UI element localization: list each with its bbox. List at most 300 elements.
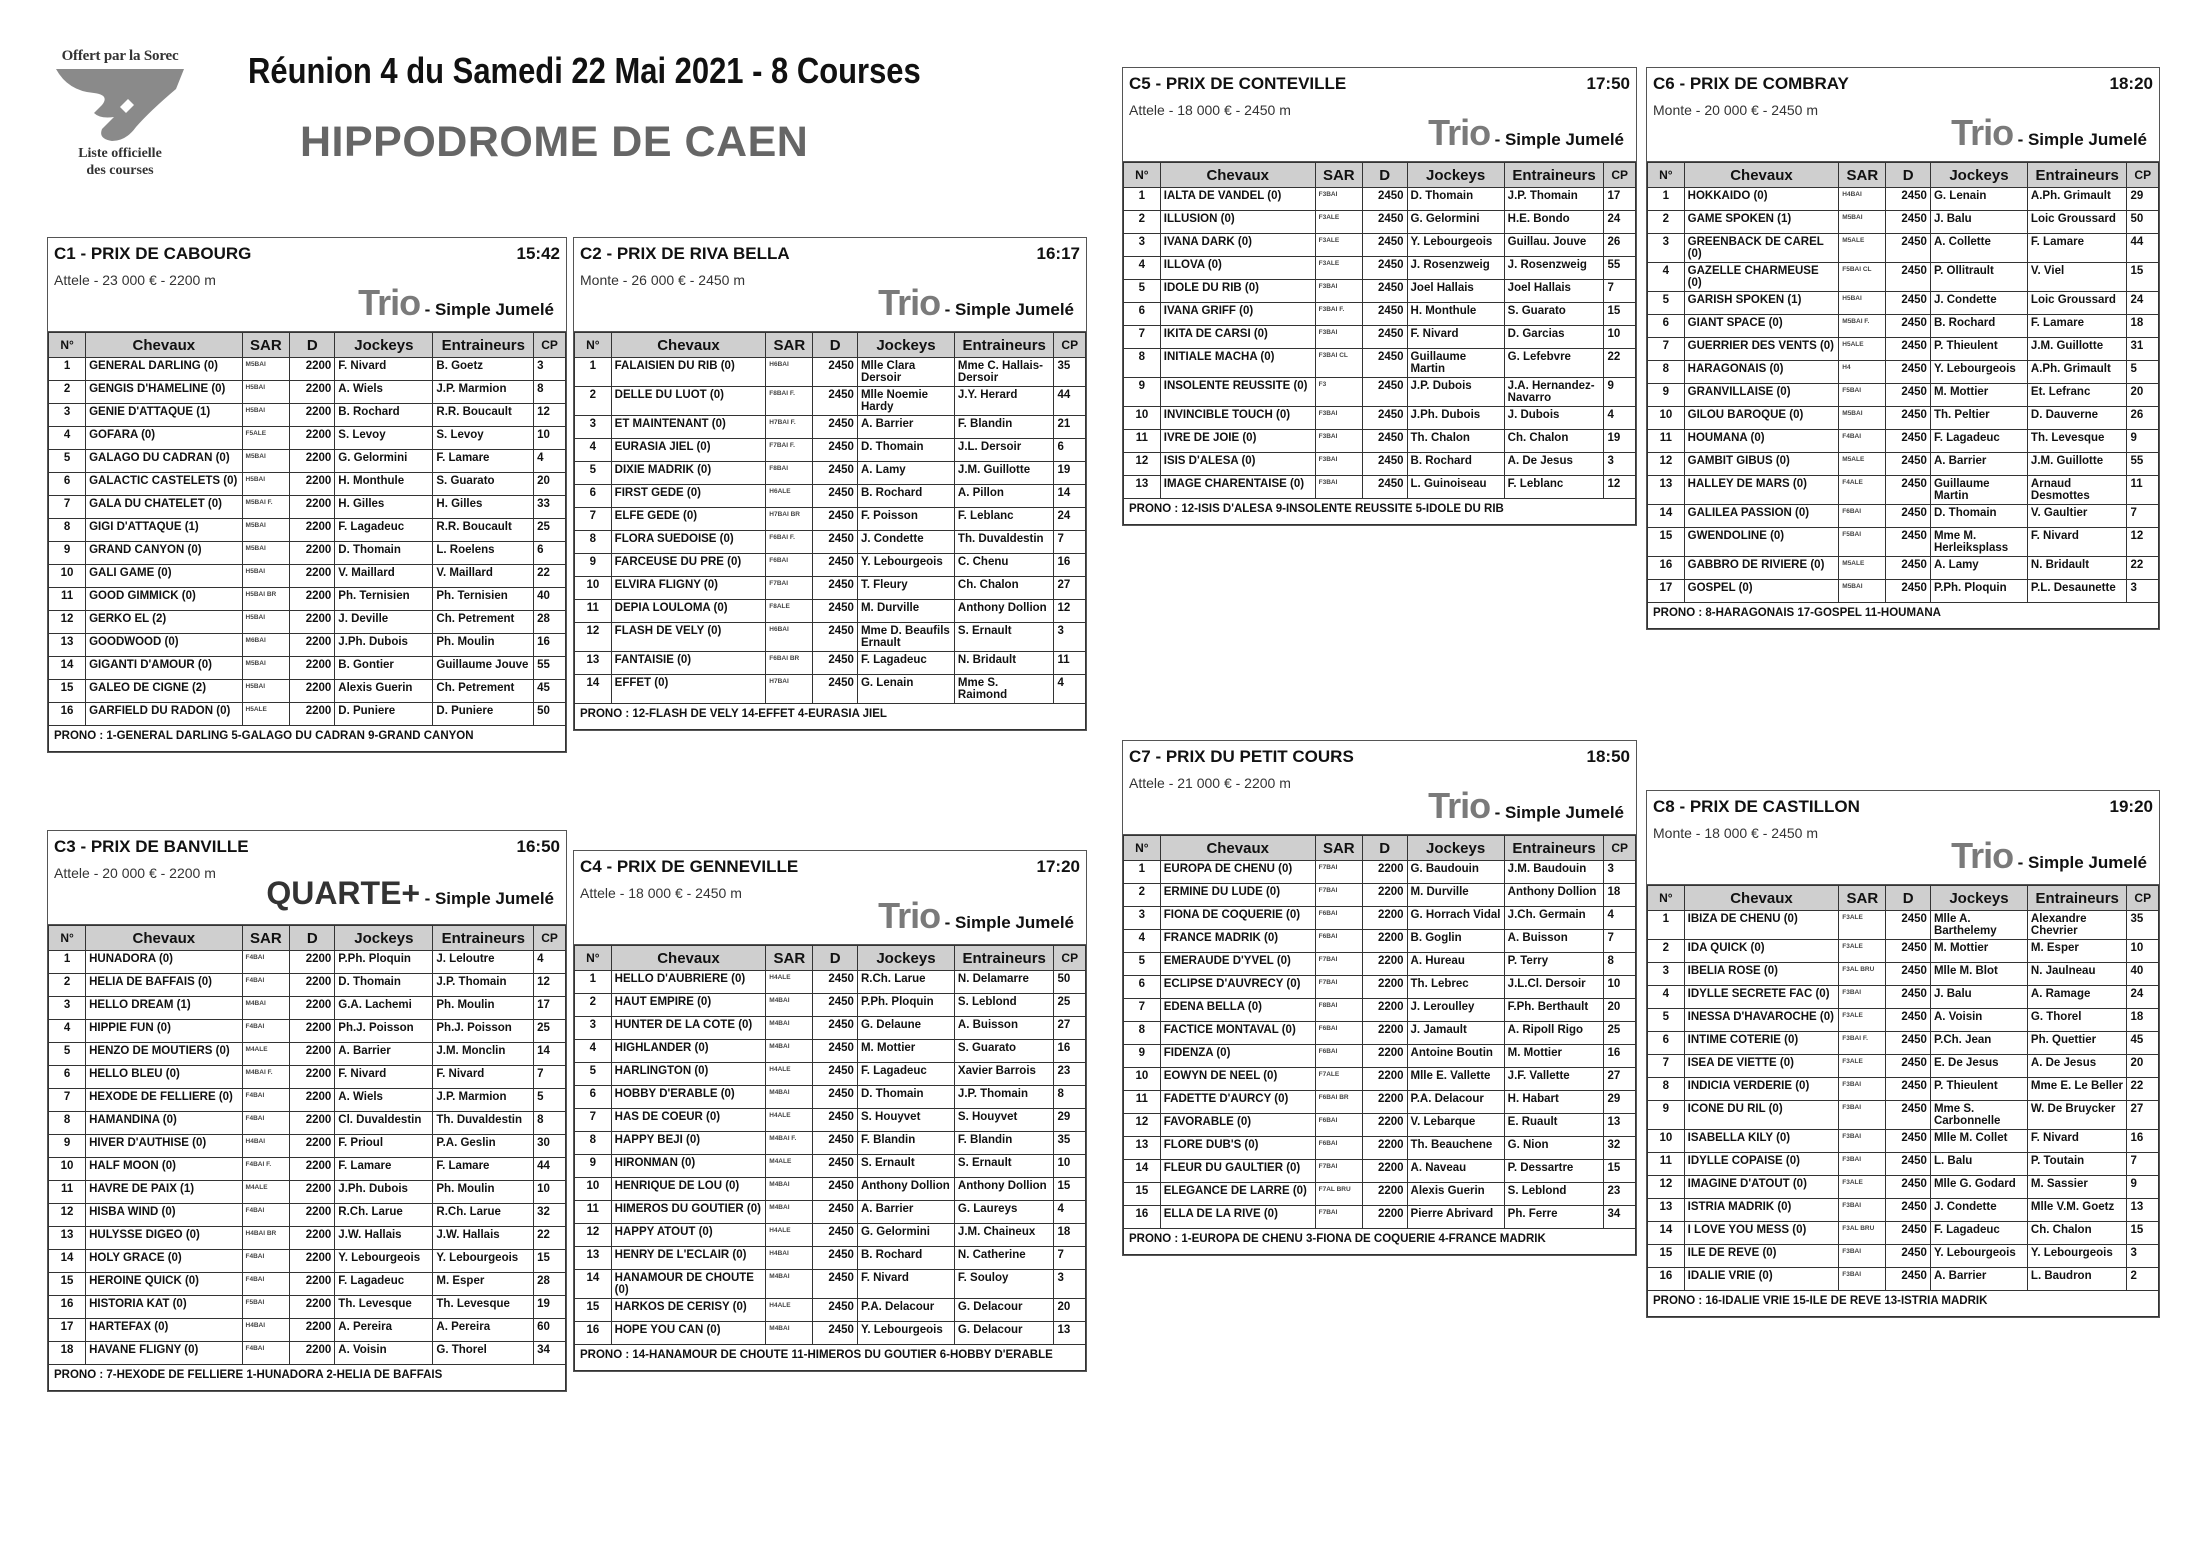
cell-trainer: S. Levoy bbox=[433, 427, 534, 450]
cell-sar: F3ALE bbox=[1315, 211, 1362, 234]
cell-cp: 17 bbox=[534, 997, 566, 1020]
cell-horse: GAZELLE CHARMEUSE (0) bbox=[1684, 263, 1839, 292]
cell-distance: 2200 bbox=[1362, 1045, 1407, 1068]
column-header-cp: CP bbox=[2127, 886, 2159, 911]
cell-distance: 2450 bbox=[1886, 211, 1931, 234]
cell-sar: F3BAI bbox=[1839, 1153, 1886, 1176]
cell-trainer: Loic Groussard bbox=[2027, 292, 2127, 315]
cell-distance: 2450 bbox=[1362, 326, 1407, 349]
bet-main: Trio bbox=[1428, 112, 1491, 153]
cell-trainer: M. Sassier bbox=[2027, 1176, 2127, 1199]
cell-number: 4 bbox=[575, 439, 612, 462]
cell-cp: 14 bbox=[1054, 485, 1086, 508]
cell-distance: 2200 bbox=[290, 588, 335, 611]
column-header-number: N° bbox=[1648, 163, 1685, 188]
cell-sar: H5BAI bbox=[242, 611, 290, 634]
table-row bbox=[1124, 930, 1636, 953]
cell-cp: 28 bbox=[534, 611, 566, 634]
cell-horse: IDYLLE COPAISE (0) bbox=[1684, 1153, 1839, 1176]
table-row bbox=[575, 1322, 1086, 1345]
cell-trainer: G. Laureys bbox=[954, 1201, 1054, 1224]
table-row bbox=[1124, 257, 1636, 280]
cell-sar: F4BAI bbox=[242, 1112, 290, 1135]
cell-cp: 30 bbox=[534, 1135, 566, 1158]
cell-cp: 22 bbox=[534, 565, 566, 588]
cell-trainer: P.A. Geslin bbox=[433, 1135, 534, 1158]
cell-trainer: F. Lamare bbox=[433, 1158, 534, 1181]
table-row bbox=[1124, 907, 1636, 930]
cell-sar: F7ALE bbox=[1315, 1068, 1362, 1091]
cell-distance: 2200 bbox=[290, 1296, 335, 1319]
cell-sar: M4BAI F. bbox=[242, 1066, 290, 1089]
cell-distance: 2450 bbox=[813, 577, 858, 600]
cell-cp: 22 bbox=[534, 1227, 566, 1250]
table-row bbox=[49, 634, 566, 657]
cell-trainer: Loic Groussard bbox=[2027, 211, 2127, 234]
column-header-trainer: Entraineurs bbox=[954, 333, 1054, 358]
cell-number: 14 bbox=[575, 1270, 612, 1299]
cell-sar: F3AL BRU bbox=[1839, 1222, 1886, 1245]
cell-jockey: Mlle A. Barthelemy bbox=[1930, 911, 2027, 940]
cell-distance: 2450 bbox=[1362, 453, 1407, 476]
cell-sar: M4BAI bbox=[242, 997, 290, 1020]
cell-cp: 12 bbox=[1604, 476, 1636, 499]
cell-sar: H4BAI bbox=[766, 1247, 813, 1270]
cell-distance: 2450 bbox=[1886, 1078, 1931, 1101]
cell-number: 16 bbox=[1124, 1206, 1161, 1229]
table-header-row bbox=[1124, 163, 1636, 188]
cell-sar: F6BAI bbox=[1315, 1022, 1362, 1045]
cell-jockey: P. Ollitrault bbox=[1930, 263, 2027, 292]
cell-jockey: J. Condette bbox=[857, 531, 954, 554]
cell-sar: F3ALE bbox=[1839, 940, 1886, 963]
cell-horse: HAVANE FLIGNY (0) bbox=[86, 1342, 242, 1365]
race-header bbox=[48, 238, 566, 332]
cell-trainer: S. Houyvet bbox=[954, 1109, 1054, 1132]
cell-sar: F3ALE bbox=[1839, 1176, 1886, 1199]
cell-horse: GENIE D'ATTAQUE (1) bbox=[86, 404, 242, 427]
table-row bbox=[1124, 1091, 1636, 1114]
column-header-sar: SAR bbox=[1315, 163, 1362, 188]
cell-cp: 11 bbox=[2127, 476, 2159, 505]
cell-cp: 55 bbox=[1604, 257, 1636, 280]
cell-distance: 2450 bbox=[1886, 430, 1931, 453]
cell-horse: FLEUR DU GAULTIER (0) bbox=[1160, 1160, 1315, 1183]
cell-distance: 2450 bbox=[1886, 476, 1931, 505]
table-row bbox=[1648, 1055, 2159, 1078]
cell-sar: F6BAI bbox=[1315, 930, 1362, 953]
cell-sar: F6BAI bbox=[1315, 907, 1362, 930]
cell-number: 3 bbox=[49, 997, 86, 1020]
cell-sar: F6BAI bbox=[766, 554, 813, 577]
cell-jockey: F. Lagadeuc bbox=[857, 1063, 954, 1086]
cell-number: 15 bbox=[49, 680, 86, 703]
table-row bbox=[575, 675, 1086, 704]
table-row bbox=[1124, 476, 1636, 499]
cell-number: 4 bbox=[49, 1020, 86, 1043]
table-row bbox=[1648, 1245, 2159, 1268]
race-info: Attele - 20 000 € - 2200 m bbox=[54, 865, 216, 881]
cell-horse: HARKOS DE CERISY (0) bbox=[611, 1299, 766, 1322]
cell-sar: H7BAI BR bbox=[766, 508, 813, 531]
cell-horse: GRAND CANYON (0) bbox=[86, 542, 242, 565]
cell-trainer: F. Nivard bbox=[2027, 528, 2127, 557]
cell-jockey: T. Fleury bbox=[857, 577, 954, 600]
cell-distance: 2450 bbox=[1886, 1055, 1931, 1078]
cell-sar: F3BAI bbox=[1839, 1130, 1886, 1153]
cell-trainer: J. Rosenzweig bbox=[1504, 257, 1604, 280]
cell-number: 12 bbox=[1124, 453, 1161, 476]
cell-distance: 2450 bbox=[1362, 234, 1407, 257]
cell-jockey: G. Horrach Vidal bbox=[1407, 907, 1504, 930]
cell-horse: DIXIE MADRIK (0) bbox=[611, 462, 766, 485]
table-row bbox=[49, 1181, 566, 1204]
cell-number: 1 bbox=[575, 358, 612, 387]
cell-sar: H5ALE bbox=[1839, 338, 1886, 361]
cell-sar: F6BAI bbox=[1315, 1045, 1362, 1068]
table-row bbox=[49, 1043, 566, 1066]
cell-trainer: J.P. Marmion bbox=[433, 381, 534, 404]
cell-sar: H5BAI bbox=[242, 680, 290, 703]
cell-jockey: A. Lamy bbox=[857, 462, 954, 485]
runners-table bbox=[1647, 162, 2159, 629]
cell-jockey: A. Hureau bbox=[1407, 953, 1504, 976]
cell-distance: 2450 bbox=[813, 554, 858, 577]
bet-main: Trio bbox=[878, 895, 941, 936]
cell-jockey: G. Gelormini bbox=[335, 450, 433, 473]
cell-cp: 25 bbox=[534, 1020, 566, 1043]
cell-number: 2 bbox=[1648, 211, 1685, 234]
cell-jockey: F. Poisson bbox=[857, 508, 954, 531]
cell-horse: IDALIE VRIE (0) bbox=[1684, 1268, 1839, 1291]
cell-horse: HARAGONAIS (0) bbox=[1684, 361, 1839, 384]
cell-sar: F3BAI bbox=[1315, 326, 1362, 349]
race-title: C6 - PRIX DE COMBRAY bbox=[1653, 74, 1849, 93]
cell-jockey: S. Ernault bbox=[857, 1155, 954, 1178]
table-row bbox=[1648, 263, 2159, 292]
cell-sar: H4ALE bbox=[766, 971, 813, 994]
table-row bbox=[49, 951, 566, 974]
cell-number: 2 bbox=[1124, 211, 1161, 234]
column-header-number: N° bbox=[49, 333, 86, 358]
cell-cp: 24 bbox=[2127, 986, 2159, 1009]
cell-horse: HISTORIA KAT (0) bbox=[86, 1296, 242, 1319]
cell-jockey: H. Monthule bbox=[1407, 303, 1504, 326]
cell-trainer: Arnaud Desmottes bbox=[2027, 476, 2127, 505]
table-row bbox=[1648, 476, 2159, 505]
cell-jockey: F. Lagadeuc bbox=[335, 1273, 433, 1296]
cell-sar: F3 bbox=[1315, 378, 1362, 407]
cell-sar: M4ALE bbox=[242, 1043, 290, 1066]
table-row bbox=[575, 1224, 1086, 1247]
column-header-number: N° bbox=[49, 926, 86, 951]
cell-trainer: F. Leblanc bbox=[1504, 476, 1604, 499]
cell-horse: FLORE DUB'S (0) bbox=[1160, 1137, 1315, 1160]
cell-sar: M4BAI bbox=[766, 1040, 813, 1063]
cell-number: 14 bbox=[49, 1250, 86, 1273]
table-row bbox=[1648, 188, 2159, 211]
cell-jockey: G. Gelormini bbox=[1407, 211, 1504, 234]
cell-distance: 2200 bbox=[290, 680, 335, 703]
cell-trainer: C. Chenu bbox=[954, 554, 1054, 577]
cell-cp: 15 bbox=[534, 1250, 566, 1273]
cell-horse: ERMINE DU LUDE (0) bbox=[1160, 884, 1315, 907]
bet-type bbox=[878, 282, 1074, 324]
cell-number: 16 bbox=[49, 703, 86, 726]
cell-horse: ET MAINTENANT (0) bbox=[611, 416, 766, 439]
cell-number: 18 bbox=[49, 1342, 86, 1365]
cell-jockey: A. Pereira bbox=[335, 1319, 433, 1342]
cell-jockey: A. Collette bbox=[1930, 234, 2027, 263]
cell-jockey: B. Goglin bbox=[1407, 930, 1504, 953]
cell-distance: 2200 bbox=[1362, 1183, 1407, 1206]
cell-trainer: Th. Duvaldestin bbox=[433, 1112, 534, 1135]
cell-distance: 2450 bbox=[813, 1270, 858, 1299]
cell-horse: EFFET (0) bbox=[611, 675, 766, 704]
cell-trainer: G. Delacour bbox=[954, 1322, 1054, 1345]
table-row bbox=[1648, 1130, 2159, 1153]
cell-horse: HARTEFAX (0) bbox=[86, 1319, 242, 1342]
table-row bbox=[1124, 1183, 1636, 1206]
cell-sar: F3BAI bbox=[1315, 407, 1362, 430]
cell-jockey: Y. Lebourgeois bbox=[1930, 1245, 2027, 1268]
cell-trainer: Anthony Dollion bbox=[954, 1178, 1054, 1201]
cell-trainer: Ph. Moulin bbox=[433, 997, 534, 1020]
cell-number: 7 bbox=[49, 1089, 86, 1112]
cell-number: 1 bbox=[1124, 188, 1161, 211]
cell-cp: 40 bbox=[2127, 963, 2159, 986]
cell-cp: 10 bbox=[534, 427, 566, 450]
cell-trainer: M. Esper bbox=[2027, 940, 2127, 963]
cell-sar: M5ALE bbox=[1839, 557, 1886, 580]
column-header-number: N° bbox=[1648, 886, 1685, 911]
cell-sar: M4ALE bbox=[766, 1155, 813, 1178]
table-row bbox=[49, 450, 566, 473]
cell-sar: F5BAI bbox=[1839, 384, 1886, 407]
cell-cp: 7 bbox=[2127, 505, 2159, 528]
cell-horse: INTIME COTERIE (0) bbox=[1684, 1032, 1839, 1055]
cell-cp: 3 bbox=[1604, 453, 1636, 476]
cell-trainer: F. Nivard bbox=[433, 1066, 534, 1089]
logo-bottom-text-2: des courses bbox=[86, 163, 154, 178]
column-header-distance: D bbox=[1362, 163, 1407, 188]
cell-cp: 5 bbox=[2127, 361, 2159, 384]
cell-jockey: Mlle Noemie Hardy bbox=[857, 387, 954, 416]
cell-sar: M4BAI bbox=[766, 994, 813, 1017]
cell-jockey: Ph.J. Poisson bbox=[335, 1020, 433, 1043]
cell-distance: 2200 bbox=[1362, 1068, 1407, 1091]
cell-cp: 24 bbox=[1604, 211, 1636, 234]
cell-number: 13 bbox=[575, 1247, 612, 1270]
cell-distance: 2450 bbox=[1886, 1222, 1931, 1245]
cell-sar: M5BAI bbox=[242, 519, 290, 542]
cell-distance: 2450 bbox=[813, 1132, 858, 1155]
cell-cp: 20 bbox=[2127, 1055, 2159, 1078]
bet-main: Trio bbox=[878, 282, 941, 323]
cell-number: 4 bbox=[575, 1040, 612, 1063]
cell-cp: 3 bbox=[534, 358, 566, 381]
cell-number: 11 bbox=[1648, 1153, 1685, 1176]
cell-number: 3 bbox=[1648, 963, 1685, 986]
cell-sar: H4BAI bbox=[242, 1319, 290, 1342]
cell-distance: 2200 bbox=[1362, 1137, 1407, 1160]
table-header-row bbox=[1124, 836, 1636, 861]
column-header-sar: SAR bbox=[1315, 836, 1362, 861]
column-header-jockey: Jockeys bbox=[1930, 886, 2027, 911]
cell-horse: IBELIA ROSE (0) bbox=[1684, 963, 1839, 986]
cell-number: 12 bbox=[1648, 1176, 1685, 1199]
cell-sar: H5ALE bbox=[242, 703, 290, 726]
cell-cp: 3 bbox=[2127, 580, 2159, 603]
cell-cp: 7 bbox=[2127, 1153, 2159, 1176]
cell-distance: 2450 bbox=[813, 439, 858, 462]
cell-trainer: M. Mottier bbox=[1504, 1045, 1604, 1068]
cell-cp: 24 bbox=[1054, 508, 1086, 531]
prono-line: PRONO : 12-FLASH DE VELY 14-EFFET 4-EURASIA JIEL bbox=[575, 704, 1086, 730]
cell-number: 4 bbox=[1124, 930, 1161, 953]
cell-horse: INITIALE MACHA (0) bbox=[1160, 349, 1315, 378]
cell-number: 15 bbox=[49, 1273, 86, 1296]
cell-jockey: Mlle M. Collet bbox=[1930, 1130, 2027, 1153]
table-row bbox=[49, 657, 566, 680]
cell-number: 6 bbox=[1124, 976, 1161, 999]
cell-cp: 20 bbox=[1604, 999, 1636, 1022]
cell-horse: ELLA DE LA RIVE (0) bbox=[1160, 1206, 1315, 1229]
cell-cp: 7 bbox=[534, 1066, 566, 1089]
cell-trainer: Guillaume Jouve bbox=[433, 657, 534, 680]
cell-jockey: G.A. Lachemi bbox=[335, 997, 433, 1020]
cell-cp: 9 bbox=[2127, 430, 2159, 453]
cell-cp: 22 bbox=[2127, 1078, 2159, 1101]
table-row bbox=[1124, 999, 1636, 1022]
cell-horse: GALA DU CHATELET (0) bbox=[86, 496, 242, 519]
cell-trainer: Ph. Moulin bbox=[433, 634, 534, 657]
cell-horse: HULYSSE DIGEO (0) bbox=[86, 1227, 242, 1250]
cell-jockey: Mlle E. Vallette bbox=[1407, 1068, 1504, 1091]
cell-cp: 25 bbox=[534, 519, 566, 542]
table-header-row bbox=[49, 333, 566, 358]
cell-cp: 45 bbox=[534, 680, 566, 703]
column-header-cp: CP bbox=[1054, 946, 1086, 971]
cell-horse: FLORA SUEDOISE (0) bbox=[611, 531, 766, 554]
cell-jockey: J.W. Hallais bbox=[335, 1227, 433, 1250]
cell-sar: H5BAI bbox=[1839, 292, 1886, 315]
cell-horse: HIGHLANDER (0) bbox=[611, 1040, 766, 1063]
cell-number: 14 bbox=[1124, 1160, 1161, 1183]
cell-cp: 18 bbox=[1054, 1224, 1086, 1247]
cell-cp: 26 bbox=[1604, 234, 1636, 257]
cell-cp: 12 bbox=[2127, 528, 2159, 557]
cell-horse: IVANA GRIFF (0) bbox=[1160, 303, 1315, 326]
cell-distance: 2450 bbox=[813, 1155, 858, 1178]
race-info: Monte - 26 000 € - 2450 m bbox=[580, 272, 745, 288]
cell-sar: M5ALE bbox=[1839, 453, 1886, 476]
cell-trainer: R.Ch. Larue bbox=[433, 1204, 534, 1227]
cell-number: 8 bbox=[575, 1132, 612, 1155]
table-row bbox=[1648, 911, 2159, 940]
table-row bbox=[49, 358, 566, 381]
cell-jockey: J.Ph. Dubois bbox=[335, 1181, 433, 1204]
cell-distance: 2450 bbox=[813, 1247, 858, 1270]
cell-horse: FIRST GEDE (0) bbox=[611, 485, 766, 508]
cell-cp: 19 bbox=[534, 1296, 566, 1319]
cell-number: 12 bbox=[49, 611, 86, 634]
cell-cp: 16 bbox=[1054, 1040, 1086, 1063]
cell-distance: 2450 bbox=[813, 623, 858, 652]
cell-distance: 2450 bbox=[813, 416, 858, 439]
cell-trainer: R.R. Boucault bbox=[433, 519, 534, 542]
cell-trainer: L. Baudron bbox=[2027, 1268, 2127, 1291]
column-header-trainer: Entraineurs bbox=[954, 946, 1054, 971]
cell-jockey: V. Lebarque bbox=[1407, 1114, 1504, 1137]
column-header-number: N° bbox=[575, 946, 612, 971]
cell-distance: 2450 bbox=[813, 358, 858, 387]
cell-cp: 19 bbox=[1604, 430, 1636, 453]
column-header-cp: CP bbox=[534, 926, 566, 951]
cell-sar: H6BAI bbox=[766, 358, 813, 387]
column-header-cp: CP bbox=[2127, 163, 2159, 188]
cell-cp: 15 bbox=[1604, 1160, 1636, 1183]
cell-cp: 12 bbox=[534, 974, 566, 997]
table-row bbox=[1124, 953, 1636, 976]
race-info: Attele - 23 000 € - 2200 m bbox=[54, 272, 216, 288]
cell-distance: 2200 bbox=[290, 1319, 335, 1342]
cell-number: 5 bbox=[1648, 292, 1685, 315]
cell-cp: 18 bbox=[2127, 315, 2159, 338]
cell-distance: 2450 bbox=[1362, 257, 1407, 280]
cell-sar: H4BAI bbox=[242, 1135, 290, 1158]
cell-sar: F7BAI bbox=[766, 577, 813, 600]
cell-number: 16 bbox=[1648, 557, 1685, 580]
cell-cp: 29 bbox=[1054, 1109, 1086, 1132]
cell-horse: HUNTER DE LA COTE (0) bbox=[611, 1017, 766, 1040]
cell-jockey: D. Thomain bbox=[335, 542, 433, 565]
column-header-distance: D bbox=[813, 333, 858, 358]
cell-distance: 2200 bbox=[1362, 1091, 1407, 1114]
column-header-sar: SAR bbox=[766, 333, 813, 358]
race-header bbox=[48, 831, 566, 925]
cell-distance: 2450 bbox=[1886, 580, 1931, 603]
cell-number: 9 bbox=[49, 542, 86, 565]
table-row bbox=[1648, 528, 2159, 557]
table-row bbox=[1648, 940, 2159, 963]
table-row bbox=[1648, 963, 2159, 986]
cell-cp: 29 bbox=[1604, 1091, 1636, 1114]
cell-cp: 34 bbox=[534, 1342, 566, 1365]
cell-sar: M5ALE bbox=[1839, 234, 1886, 263]
cell-cp: 24 bbox=[2127, 292, 2159, 315]
cell-jockey: J.Ph. Dubois bbox=[335, 634, 433, 657]
cell-trainer: G. Lefebvre bbox=[1504, 349, 1604, 378]
cell-number: 7 bbox=[1124, 999, 1161, 1022]
cell-horse: GALI GAME (0) bbox=[86, 565, 242, 588]
cell-distance: 2450 bbox=[1886, 407, 1931, 430]
cell-sar: H7BAI F. bbox=[766, 416, 813, 439]
cell-horse: EURASIA JIEL (0) bbox=[611, 439, 766, 462]
cell-distance: 2200 bbox=[290, 1020, 335, 1043]
cell-sar: F3BAI bbox=[1315, 453, 1362, 476]
cell-trainer: A. Pillon bbox=[954, 485, 1054, 508]
cell-sar: F3BAI F. bbox=[1315, 303, 1362, 326]
table-row bbox=[575, 1017, 1086, 1040]
cell-jockey: J. Leroulley bbox=[1407, 999, 1504, 1022]
table-header-row bbox=[1648, 886, 2159, 911]
cell-horse: IVANA DARK (0) bbox=[1160, 234, 1315, 257]
cell-cp: 14 bbox=[534, 1043, 566, 1066]
cell-horse: HENRIQUE DE LOU (0) bbox=[611, 1178, 766, 1201]
cell-distance: 2450 bbox=[1886, 1130, 1931, 1153]
table-row bbox=[1648, 430, 2159, 453]
